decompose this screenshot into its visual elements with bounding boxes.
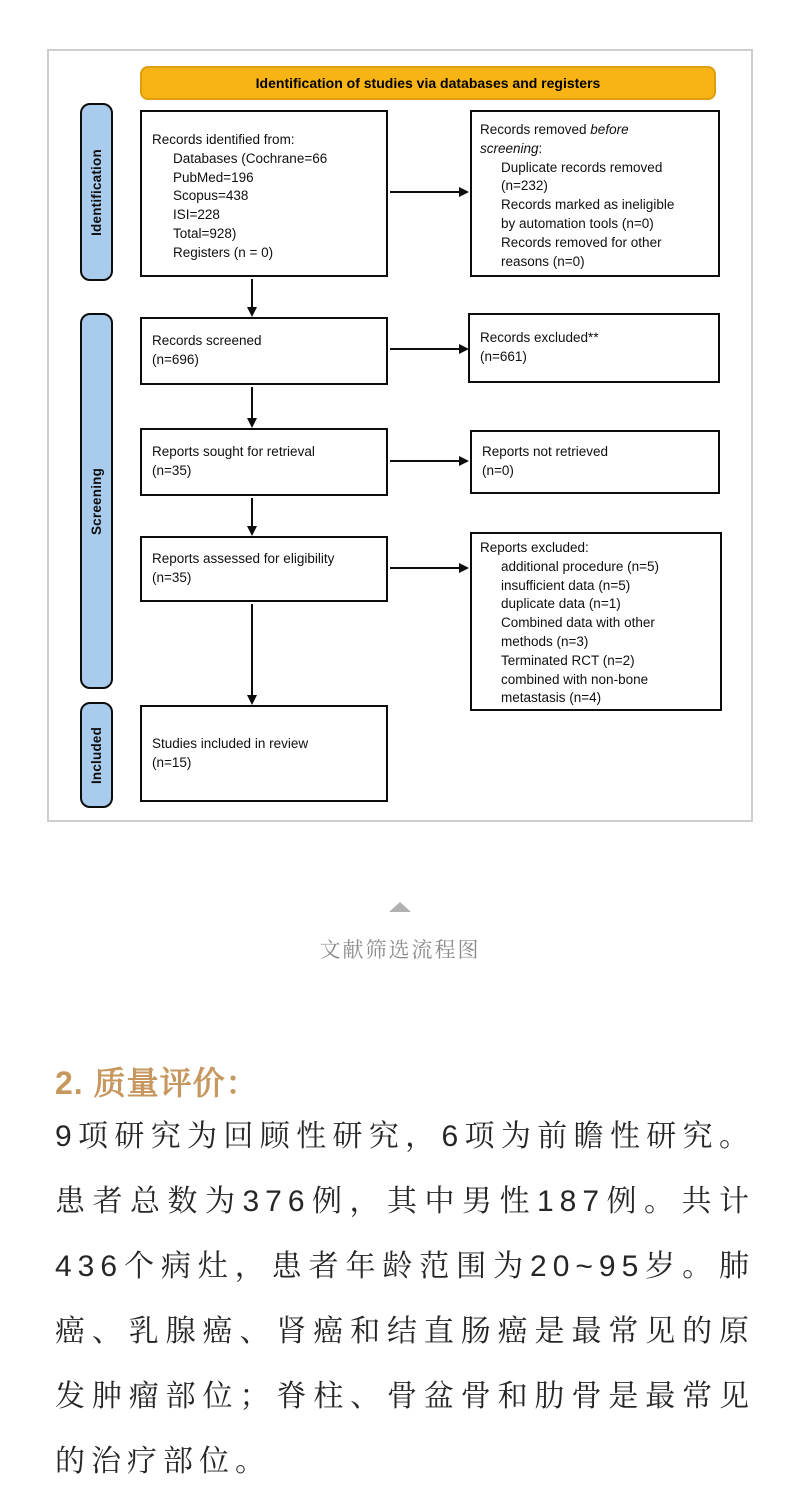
- box-line-segment: reasons (n=0): [501, 253, 585, 269]
- box-line: [501, 595, 716, 614]
- box-line: [173, 206, 378, 225]
- box-line-segment: metastasis (n=4): [501, 690, 602, 706]
- box-line-segment: Reports sought for retrieval: [152, 444, 315, 460]
- box-line-segment: Reports assessed for eligibility: [152, 551, 335, 567]
- box-line-segment: combined with non-bone: [501, 671, 649, 687]
- arrow-sought-to-not-retrieved: [390, 460, 460, 462]
- section-heading: 2. 质量评价：: [55, 1065, 259, 1101]
- box-line: [152, 443, 386, 462]
- box-line-segment: Reports not retrieved: [482, 444, 609, 460]
- box-line-segment: Records identified from:: [152, 132, 295, 147]
- stage-pill-identification: [80, 103, 113, 281]
- box-line: [480, 348, 718, 367]
- box-line: [152, 735, 386, 754]
- box-line-segment: duplicate data (n=1): [501, 596, 621, 612]
- box-line-segment: additional procedure (n=5): [501, 558, 659, 574]
- box-line: [152, 131, 378, 150]
- box-line-segment: Total=928): [173, 225, 237, 241]
- box-line: [501, 577, 716, 596]
- box-line-segment: Studies included in review: [152, 735, 309, 751]
- box-line: [173, 225, 378, 244]
- box-line: [501, 196, 714, 215]
- box-line-segment: :: [538, 140, 543, 156]
- box-line-segment: (n=696): [152, 352, 199, 367]
- collapse-triangle-icon: [389, 902, 411, 912]
- box-line: [501, 234, 714, 253]
- stage-pill-screening: [80, 313, 113, 689]
- box-reports-assessed: [140, 536, 388, 602]
- arrow-assessed-to-excluded: [390, 567, 460, 569]
- box-records-identified: [140, 110, 388, 277]
- box-line-segment: Combined data with other: [501, 615, 655, 631]
- box-line: [501, 558, 716, 577]
- arrow-identified-to-removed: [390, 191, 460, 193]
- box-line: [480, 539, 716, 558]
- box-line-segment: Reports excluded:: [480, 540, 589, 555]
- box-line: [480, 329, 718, 348]
- box-line: [501, 253, 714, 272]
- box-line: [152, 550, 386, 569]
- box-line: [480, 140, 714, 159]
- box-line-segment: Scopus=438: [173, 188, 249, 204]
- box-line: [173, 244, 378, 263]
- stage-label-screening: Screening: [89, 467, 105, 535]
- box-line-italic-segment: screening: [480, 140, 539, 156]
- box-line-segment: by automation tools (n=0): [501, 215, 654, 231]
- box-line-segment: (n=35): [152, 463, 192, 478]
- box-line-segment: Records excluded**: [480, 330, 599, 346]
- box-line-segment: (n=15): [152, 754, 192, 770]
- box-line-segment: (n=232): [501, 178, 548, 194]
- arrow-sought-to-assessed: [251, 498, 253, 527]
- box-line: [173, 169, 378, 188]
- box-line: [501, 689, 716, 708]
- arrow-screened-to-sought: [251, 387, 253, 419]
- box-line-segment: Records marked as ineligible: [501, 197, 675, 213]
- box-line: [501, 633, 716, 652]
- stage-pill-included: [80, 702, 113, 808]
- box-line: [501, 177, 714, 196]
- box-reports-sought: [140, 428, 388, 496]
- box-line-segment: Databases (Cochrane=66: [173, 150, 328, 166]
- box-line: [501, 159, 714, 178]
- box-line: [152, 569, 386, 588]
- box-line-segment: Duplicate records removed: [501, 159, 663, 175]
- stage-label-included: Included: [89, 726, 105, 784]
- box-line-segment: (n=661): [480, 349, 527, 364]
- box-line: [501, 614, 716, 633]
- box-line-segment: Terminated RCT (n=2): [501, 652, 635, 668]
- box-reports-not-retrieved: [470, 430, 720, 494]
- box-line: [152, 351, 386, 370]
- box-line-segment: Registers (n = 0): [173, 244, 274, 260]
- box-reports-excluded: [470, 532, 722, 711]
- flowchart-header-label: Identification of studies via databases and registers: [255, 75, 601, 91]
- box-records-excluded: [468, 313, 720, 383]
- figure-caption: 文献筛选流程图: [319, 939, 481, 962]
- box-records-removed-before-screening: [470, 110, 720, 277]
- arrow-identified-to-screened: [251, 279, 253, 308]
- box-line: [482, 443, 718, 462]
- box-line: [501, 671, 716, 690]
- box-line: [152, 462, 386, 481]
- box-line: [173, 187, 378, 206]
- arrow-screened-to-excluded: [390, 348, 460, 350]
- box-line: [501, 215, 714, 234]
- box-line-segment: Records removed: [480, 122, 591, 137]
- section-paragraph: 9项研究为回顾性研究，6项为前瞻性研究。患者总数为376例，其中男性187例。共计436个病灶，患者年龄范围为20~95岁。肺癌、乳腺癌、肾癌和结直肠癌是最常见的原发肿瘤部位；脊柱、骨盆骨和肋骨是最常见的治疗部位。: [55, 1120, 755, 1478]
- box-line-segment: insufficient data (n=5): [501, 577, 631, 593]
- box-line-segment: (n=0): [482, 463, 514, 478]
- box-line-segment: ISI=228: [173, 207, 220, 223]
- arrow-assessed-to-included: [251, 604, 253, 696]
- box-line-segment: (n=35): [152, 570, 192, 585]
- box-line-segment: Records screened: [152, 333, 262, 349]
- box-line-segment: Records removed for other: [501, 234, 662, 250]
- box-line: [480, 121, 714, 140]
- flowchart-header-banner: [140, 66, 716, 100]
- box-line-segment: PubMed=196: [173, 169, 254, 185]
- box-line: [152, 332, 386, 351]
- box-line: [482, 462, 718, 481]
- box-line-italic-segment: before: [590, 122, 629, 137]
- box-line: [501, 652, 716, 671]
- box-line: [173, 150, 378, 169]
- box-line: [152, 754, 386, 773]
- box-studies-included: [140, 705, 388, 802]
- box-records-screened: [140, 317, 388, 385]
- stage-label-identification: Identification: [89, 148, 104, 236]
- box-line-segment: methods (n=3): [501, 633, 589, 649]
